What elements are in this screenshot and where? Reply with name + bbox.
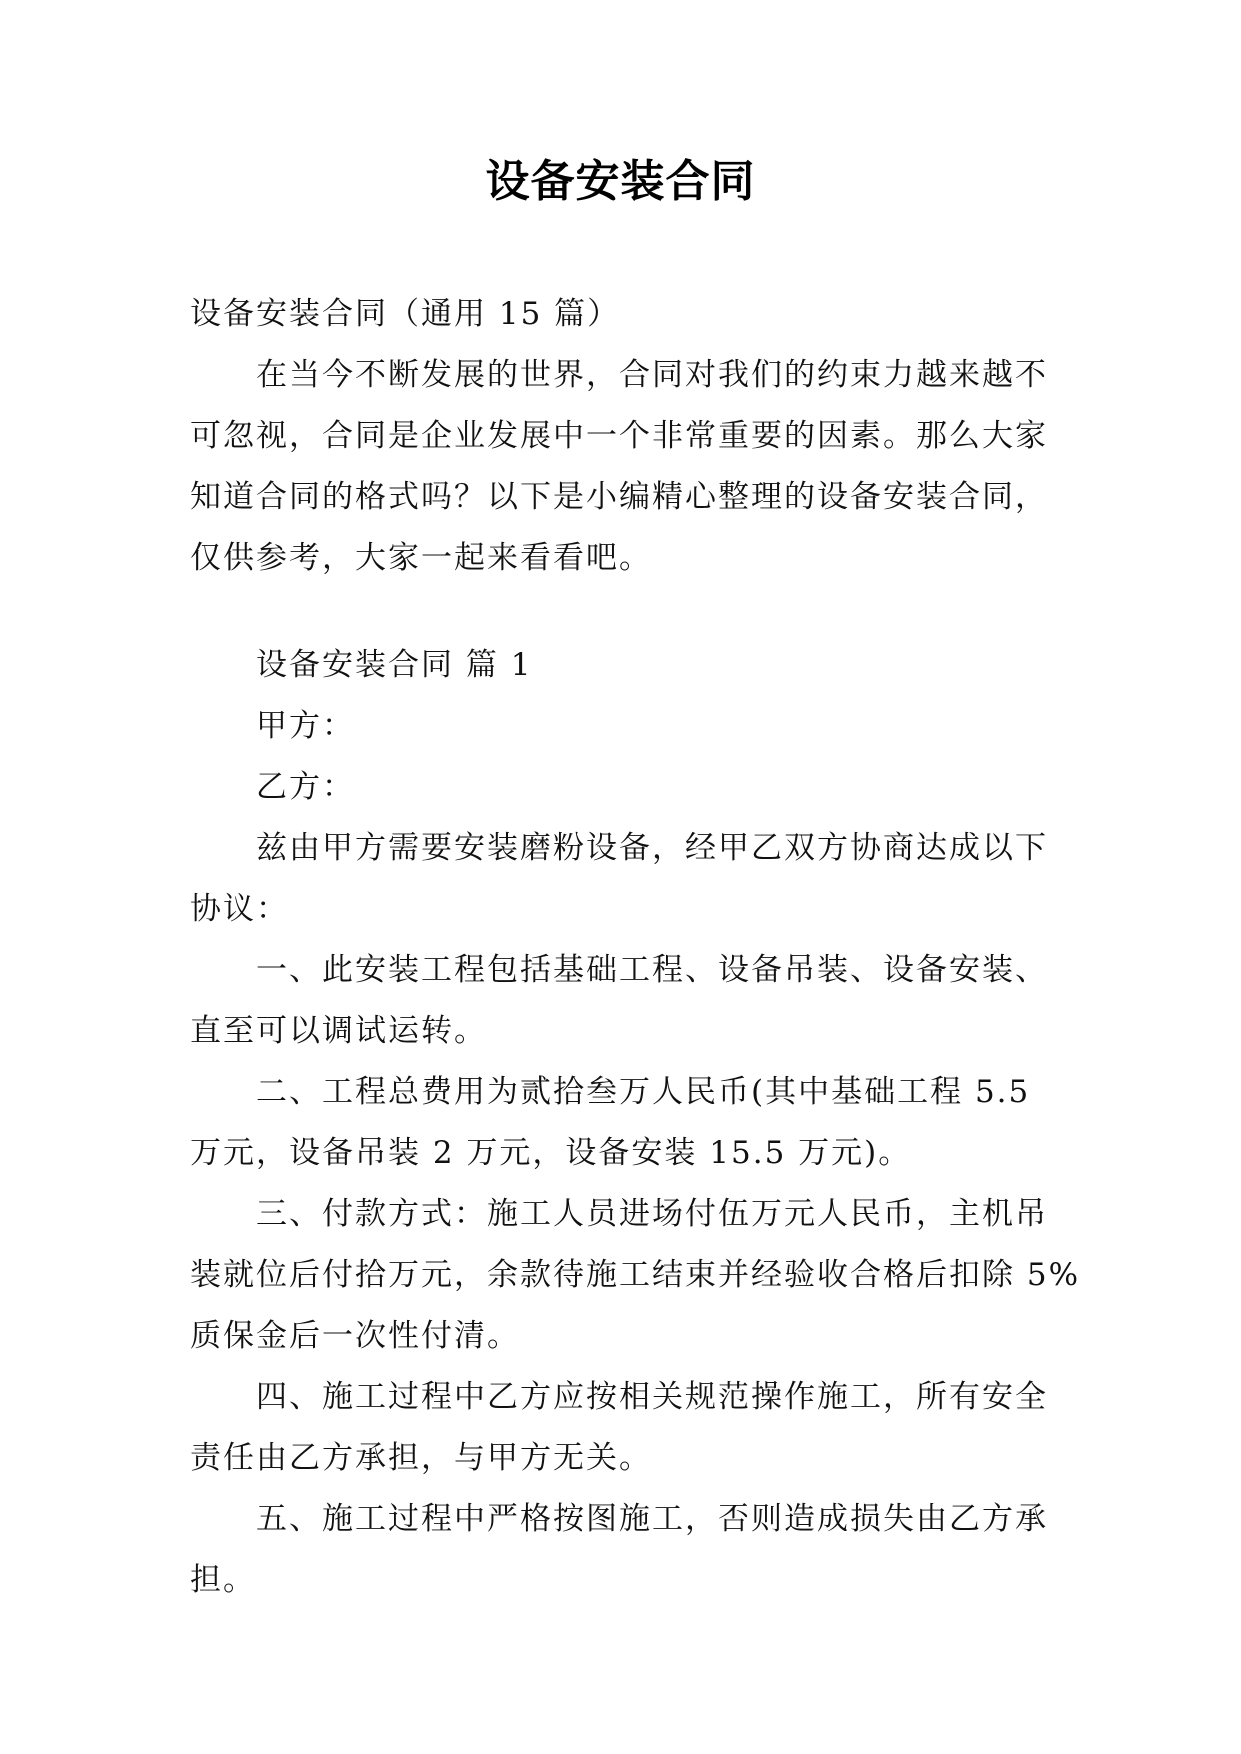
intro-line: 在当今不断发展的世界，合同对我们的约束力越来越不 — [256, 357, 1048, 393]
body-line: 责任由乙方承担，与甲方无关。 — [190, 1440, 652, 1476]
intro-line: 知道合同的格式吗？以下是小编精心整理的设备安装合同， — [190, 479, 1048, 515]
body-line: 万元，设备吊装 2 万元，设备安装 15.5 万元)。 — [190, 1135, 912, 1171]
body-line: 担。 — [190, 1562, 256, 1598]
body-line: 二、工程总费用为贰拾叁万人民币(其中基础工程 5.5 — [256, 1074, 1031, 1110]
body-line: 质保金后一次性付清。 — [190, 1318, 520, 1354]
intro-line: 仅供参考，大家一起来看看吧。 — [190, 540, 652, 576]
body-line: 直至可以调试运转。 — [190, 1013, 487, 1049]
document-subtitle: 设备安装合同（通用 15 篇） — [190, 296, 621, 332]
document-title: 设备安装合同 — [485, 156, 756, 207]
party-b-label: 乙方： — [256, 769, 355, 805]
body-line: 兹由甲方需要安装磨粉设备，经甲乙双方协商达成以下 — [256, 830, 1048, 866]
party-a-label: 甲方： — [256, 708, 355, 744]
intro-line: 可忽视，合同是企业发展中一个非常重要的因素。那么大家 — [190, 418, 1048, 454]
body-line: 协议： — [190, 891, 289, 927]
body-line: 四、施工过程中乙方应按相关规范操作施工，所有安全 — [256, 1379, 1048, 1415]
section-heading: 设备安装合同 篇 1 — [256, 647, 533, 683]
body-line: 三、付款方式：施工人员进场付伍万元人民币，主机吊 — [256, 1196, 1048, 1232]
body-line: 一、此安装工程包括基础工程、设备吊装、设备安装、 — [256, 952, 1048, 988]
body-line: 五、施工过程中严格按图施工，否则造成损失由乙方承 — [256, 1501, 1048, 1537]
body-line: 装就位后付拾万元，余款待施工结束并经验收合格后扣除 5% — [190, 1257, 1081, 1293]
